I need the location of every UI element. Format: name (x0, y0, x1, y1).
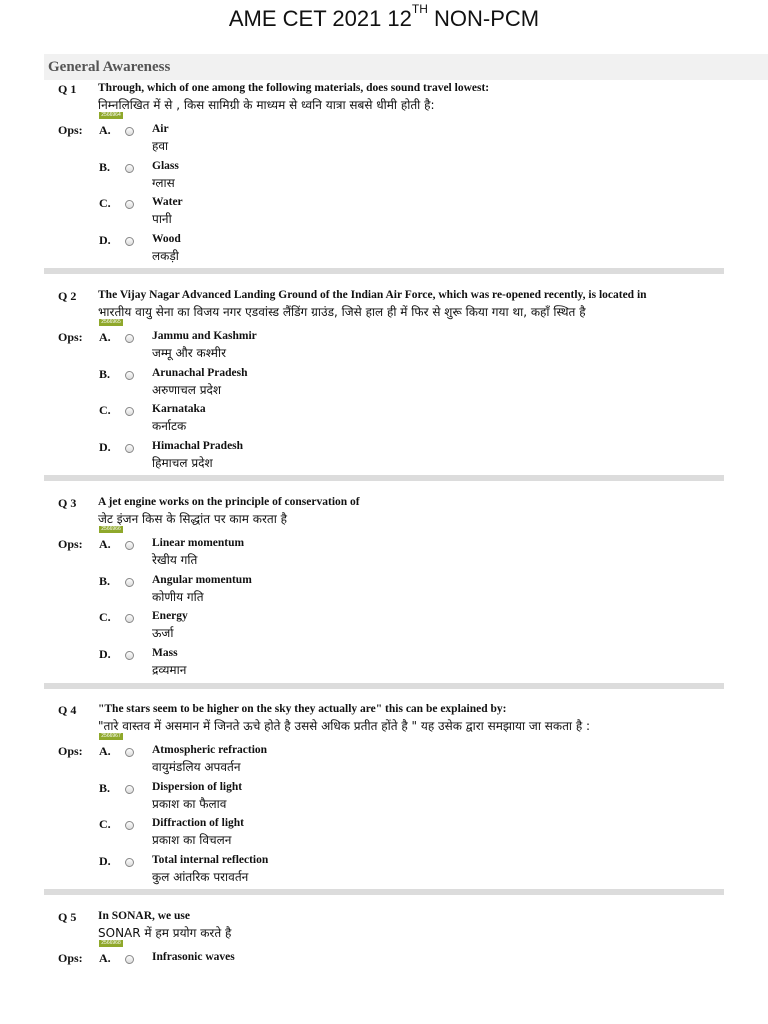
option-text-english: Atmospheric refraction (152, 744, 268, 756)
question-text-hindi: "तारे वास्तव में असमान में जिनते ऊचे होते है उससे अधिक प्रतीत होंते है " यह उसेक द्वारा समझाया जा सकता है : (98, 719, 591, 733)
option-text-hindi: ग्लास (152, 176, 175, 190)
option-text-english: Diffraction of light (152, 817, 244, 829)
question-text-english: A jet engine works on the principle of conservation of (98, 496, 360, 508)
option-text-hindi: हवा (152, 139, 169, 153)
section-header (44, 54, 768, 80)
question-text-english: The Vijay Nagar Advanced Landing Ground of the Indian Air Force, which was re-opened recently, is located in (98, 289, 647, 301)
option-radio-button[interactable] (125, 578, 134, 587)
options-label: Ops: (58, 951, 83, 965)
question-text-english: "The stars seem to be higher on the sky they actually are" this can be explained by: (98, 703, 507, 715)
option-text-hindi: कर्नाटक (152, 419, 187, 433)
option-text-hindi: कोणीय गति (152, 590, 204, 604)
option-letter: A. (99, 951, 111, 965)
option-letter: C. (99, 610, 111, 624)
option-radio-button[interactable] (125, 821, 134, 830)
option-radio-button[interactable] (125, 444, 134, 453)
option-radio-button[interactable] (125, 127, 134, 136)
option-text-english: Energy (152, 610, 188, 622)
option-letter: B. (99, 574, 111, 588)
question-text-hindi: भारतीय वायु सेना का विजय नगर एडवांस्ड लैंडिंग ग्राउंड, जिसे हाल ही में फिर से शुरू किया गया था, कहाँ स्थित है (98, 305, 586, 319)
option-letter: D. (99, 854, 111, 868)
option-text-hindi: प्रकाश का फैलाव (152, 797, 227, 811)
option-text-english: Water (152, 196, 183, 208)
options-label: Ops: (58, 330, 83, 344)
option-radio-button[interactable] (125, 651, 134, 660)
option-letter: A. (99, 744, 111, 758)
question-divider (44, 889, 724, 895)
option-letter: B. (99, 160, 111, 174)
option-text-hindi: रेखीय गति (152, 553, 198, 567)
option-text-hindi: द्रव्यमान (152, 663, 187, 677)
option-text-hindi: पानी (152, 212, 172, 226)
question-number: Q 5 (58, 910, 77, 924)
question-divider (44, 683, 724, 689)
question-divider (44, 268, 724, 274)
question-number: Q 3 (58, 496, 77, 510)
option-radio-button[interactable] (125, 955, 134, 964)
question-id-badge: 2566967 (99, 733, 123, 740)
option-text-english: Karnataka (152, 403, 206, 415)
option-text-english: Jammu and Kashmir (152, 330, 257, 342)
question-number: Q 2 (58, 289, 77, 303)
option-text-english: Mass (152, 647, 178, 659)
options-label: Ops: (58, 123, 83, 137)
option-letter: C. (99, 817, 111, 831)
option-letter: C. (99, 403, 111, 417)
question-text-hindi: निम्नलिखित में से , किस सामिग्री के माध्यम से ध्वनि यात्रा सबसे धीमी होती है: (98, 98, 435, 112)
option-radio-button[interactable] (125, 785, 134, 794)
title-superscript: TH (411, 2, 428, 16)
option-text-hindi: हिमाचल प्रदेश (152, 456, 213, 470)
question-number: Q 1 (58, 82, 77, 96)
options-label: Ops: (58, 744, 83, 758)
options-label: Ops: (58, 537, 83, 551)
option-text-english: Linear momentum (152, 537, 245, 549)
option-radio-button[interactable] (125, 334, 134, 343)
option-radio-button[interactable] (125, 541, 134, 550)
option-text-english: Total internal reflection (152, 854, 269, 866)
option-letter: C. (99, 196, 111, 210)
option-letter: B. (99, 781, 111, 795)
question-id-badge: 2566966 (99, 526, 123, 533)
option-text-hindi: वायुमंडलिय अपवर्तन (152, 760, 241, 774)
question-id-badge: 2566964 (99, 112, 123, 119)
option-text-english: Dispersion of light (152, 781, 243, 793)
option-radio-button[interactable] (125, 371, 134, 380)
option-text-hindi: कुल आंतरिक परावर्तन (152, 870, 249, 884)
title-main: AME CET 2021 12 (228, 6, 412, 31)
option-letter: B. (99, 367, 111, 381)
option-radio-button[interactable] (125, 614, 134, 623)
option-radio-button[interactable] (125, 407, 134, 416)
option-letter: D. (99, 440, 111, 454)
question-text-hindi: SONAR में हम प्रयोग करते है (98, 926, 232, 940)
question-text-english: In SONAR, we use (98, 910, 191, 922)
question-number: Q 4 (58, 703, 77, 717)
section-title: General Awareness (48, 59, 171, 75)
option-radio-button[interactable] (125, 200, 134, 209)
option-letter: A. (99, 123, 111, 137)
option-text-hindi: अरुणाचल प्रदेश (152, 383, 222, 397)
option-text-hindi: ऊर्जा (152, 626, 174, 640)
title-rest: NON-PCM (427, 6, 540, 31)
question-text-hindi: जेट इंजन किस के सिद्धांत पर काम करता है (98, 512, 288, 526)
option-text-english: Arunachal Pradesh (152, 367, 248, 379)
option-radio-button[interactable] (125, 748, 134, 757)
document-title (0, 2, 768, 32)
option-text-english: Wood (152, 233, 181, 245)
option-text-english: Air (152, 123, 169, 135)
question-text-english: Through, which of one among the following materials, does sound travel lowest: (98, 82, 490, 94)
option-text-hindi: प्रकाश का विचलन (152, 833, 232, 847)
option-radio-button[interactable] (125, 164, 134, 173)
option-text-hindi: लकड़ी (152, 249, 179, 263)
question-id-badge: 2566965 (99, 319, 123, 326)
option-letter: A. (99, 330, 111, 344)
option-radio-button[interactable] (125, 858, 134, 867)
option-text-hindi: जम्मू और कश्मीर (152, 346, 226, 360)
option-text-english: Angular momentum (152, 574, 252, 586)
option-letter: D. (99, 233, 111, 247)
question-divider (44, 475, 724, 481)
option-letter: D. (99, 647, 111, 661)
option-text-english: Glass (152, 160, 179, 172)
question-id-badge: 2566968 (99, 940, 123, 947)
option-text-english: Himachal Pradesh (152, 440, 244, 452)
option-text-english: Infrasonic waves (152, 951, 235, 963)
option-letter: A. (99, 537, 111, 551)
option-radio-button[interactable] (125, 237, 134, 246)
